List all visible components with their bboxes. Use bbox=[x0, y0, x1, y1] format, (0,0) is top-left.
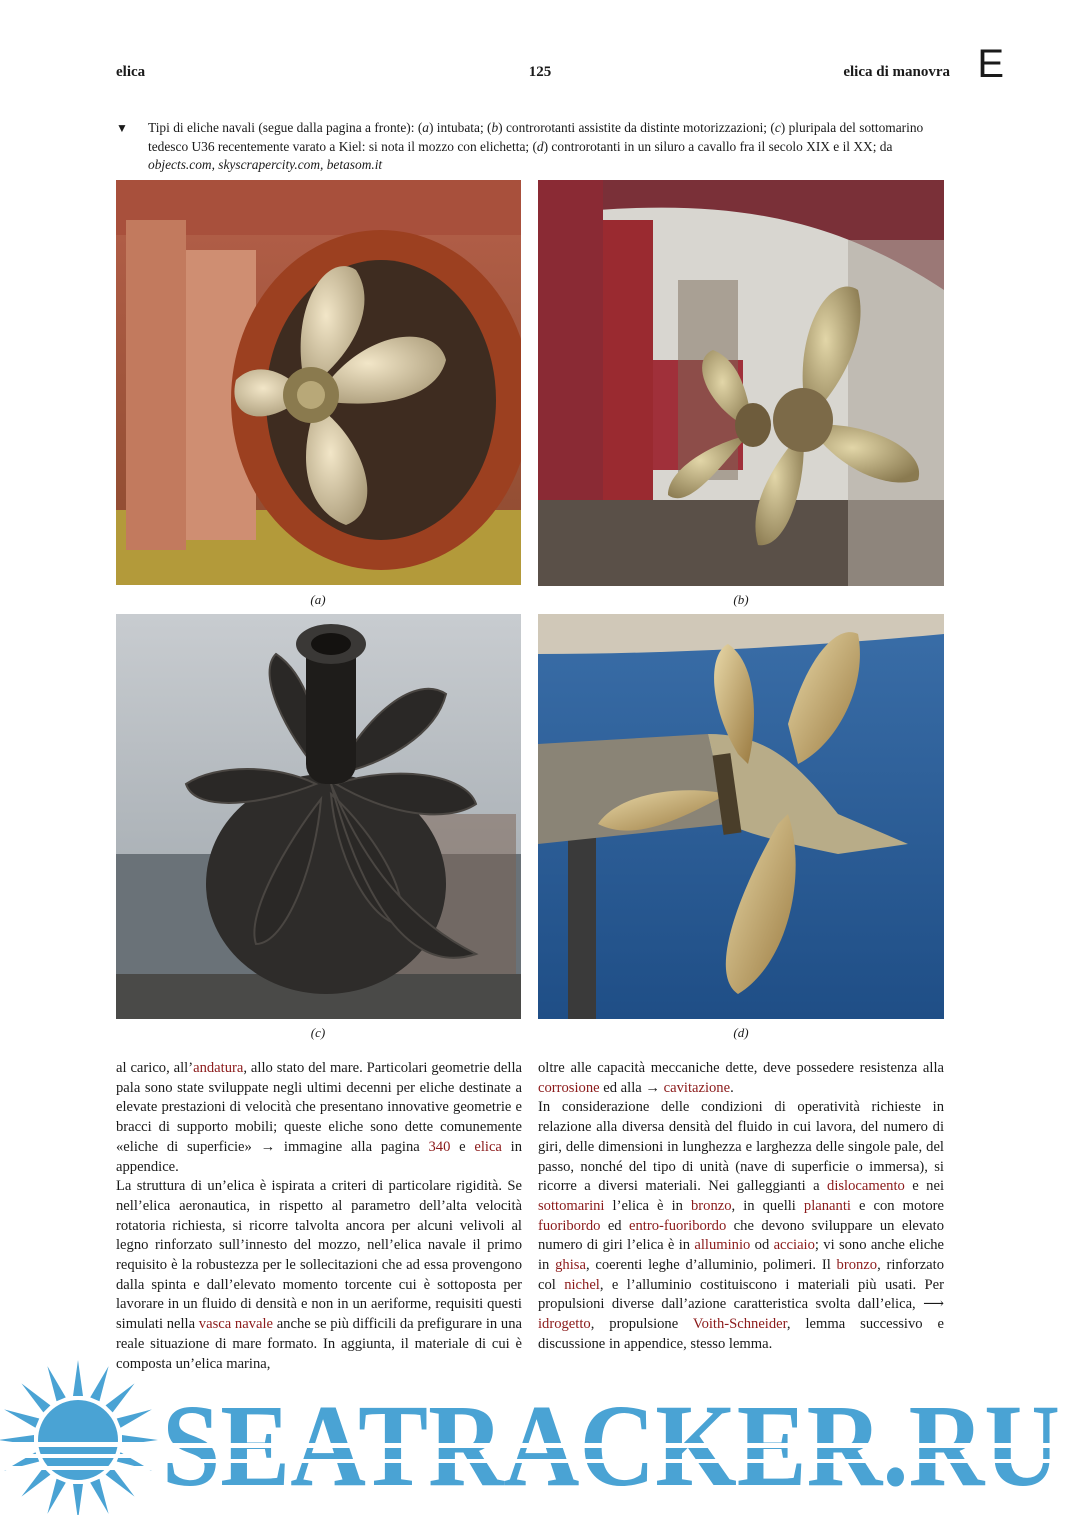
running-head-right: elica di manovra bbox=[843, 64, 950, 80]
sun-logo-icon bbox=[0, 1360, 163, 1515]
photo-label-d: (d) bbox=[733, 1025, 749, 1040]
paragraph: oltre alle capacità meccaniche dette, deve possedere resistenza alla corrosione ed alla → cavitazione. bbox=[538, 1060, 944, 1096]
photo-contra-rotating-propellers bbox=[538, 180, 944, 586]
link-acciaio[interactable]: acciaio bbox=[773, 1237, 815, 1254]
link-alluminio[interactable]: alluminio bbox=[694, 1237, 751, 1254]
link-bronzo[interactable]: bronzo bbox=[690, 1197, 732, 1214]
link-fuoribordo[interactable]: fuoribordo bbox=[538, 1217, 601, 1234]
caption-sources: objects.com, skyscrapercity.com, betasom.it bbox=[148, 157, 383, 172]
body-column-right bbox=[538, 1059, 944, 1355]
paragraph: La struttura di un’elica è ispirata a criteri di particolare rigidità. Se nell’elica aeronautica, in rispetto al parametro dell’alta velocità rotatoria richiesta, si ricorre talvolta ancora per alcuni velivoli al legno rinforzato sull’innesto del mozzo, nell’elica navale il primo requisito è la robustezza per le sollecitazioni che ad essa provengono dalla spinta e dall’elevato momento torcente cui è sottoposta per lavorare in un fluido di densità e non in un aeriforme, requisiti questi simulati nella vasca navale anche se più difficili da prefigurare in una reale situazione di mare formato. In aggiunta, il materiale di cui è composta un’elica marina, bbox=[116, 1178, 522, 1372]
link-entro-fuoribordo[interactable]: entro-fuoribordo bbox=[629, 1217, 727, 1234]
link-ghisa[interactable]: ghisa bbox=[555, 1257, 586, 1274]
figure-caption bbox=[116, 119, 946, 175]
link-andatura[interactable]: andatura bbox=[193, 1060, 244, 1076]
photo-label-c: (c) bbox=[310, 1025, 326, 1040]
link-dislocamento[interactable]: dislocamento bbox=[827, 1178, 905, 1195]
link-elica[interactable]: elica bbox=[474, 1138, 502, 1155]
link-sottomarini[interactable]: sottomarini bbox=[538, 1197, 605, 1214]
photo-submarine-propeller bbox=[116, 614, 521, 1019]
photo-label-b: (b) bbox=[733, 592, 749, 607]
link-page-340[interactable]: 340 bbox=[428, 1138, 451, 1155]
page-number: 125 bbox=[528, 64, 552, 80]
link-nichel[interactable]: nichel bbox=[564, 1276, 600, 1293]
watermark bbox=[0, 1345, 1080, 1515]
link-bronzo-2[interactable]: bronzo bbox=[836, 1257, 878, 1274]
caption-marker-icon: ▼ bbox=[116, 121, 128, 135]
caption-text: Tipi di eliche navali (segue dalla pagina a fronte): (a) intubata; (b) controrotanti assistite da distinte motorizzazioni; (c) pluripala del sottomarino tedesco U36 recentemente varato a Kiel: si nota il mozzo con elichetta; (d) controrotanti in un siluro a cavallo fra il secolo XIX e il XX; da objects.com, skyscrapercity.com, betasom.it bbox=[148, 120, 924, 172]
photo-label-a: (a) bbox=[310, 592, 326, 607]
link-idrogetto[interactable]: idrogetto bbox=[538, 1316, 591, 1333]
photo-ducted-propeller bbox=[116, 180, 521, 585]
photo-torpedo-propeller bbox=[538, 614, 944, 1019]
body-column-left bbox=[116, 1059, 522, 1374]
running-head-left: elica bbox=[116, 64, 146, 80]
link-voith-schneider[interactable]: Voith-Schneider bbox=[692, 1316, 787, 1333]
link-vasca-navale[interactable]: vasca navale bbox=[198, 1316, 273, 1333]
link-plananti[interactable]: plananti bbox=[803, 1197, 851, 1214]
link-cavitazione[interactable]: cavitazione bbox=[663, 1079, 731, 1096]
link-corrosione[interactable]: corrosione bbox=[538, 1079, 600, 1096]
section-letter: E bbox=[977, 42, 1004, 86]
paragraph: al carico, all’andatura, allo stato del mare. Particolari geometrie della pala sono state sviluppate negli ultimi decenni per eliche destinate a elevate prestazioni di velocità che presentano innovative geometrie e bracci di supporto mobili; queste eliche sono dette comunemente «eliche di superficie» → immagine alla pagina 340 e elica in appendice. bbox=[116, 1060, 523, 1175]
paragraph: In considerazione delle condizioni di operatività richieste in relazione alla diversa densità del fluido in cui lavora, del numero di giri, delle dimensioni in lunghezza e larghezza delle singole pale, del passo, nonché del tipo di unità (nave di superficie o immersa), si ricorre a diversi materiali. Nei galleggianti a dislocamento e nei sottomarini l’elica è in bronzo, in quelli plananti e con motore fuoribordo ed entro-fuoribordo che devono sviluppare un elevato numero di giri l’elica è in alluminio od acciaio; vi sono anche eliche in ghisa, coerenti leghe d’alluminio, polimeri. Il bronzo, rinforzato col nichel, e l’alluminio costituiscono i materiali più usati. Per propulsioni diverse dall’azione caratteristica svolta dall’elica, ⟶ idrogetto, propulsione Voith-Schneider, lemma successivo e discussione in appendice, stesso lemma. bbox=[538, 1099, 945, 1352]
